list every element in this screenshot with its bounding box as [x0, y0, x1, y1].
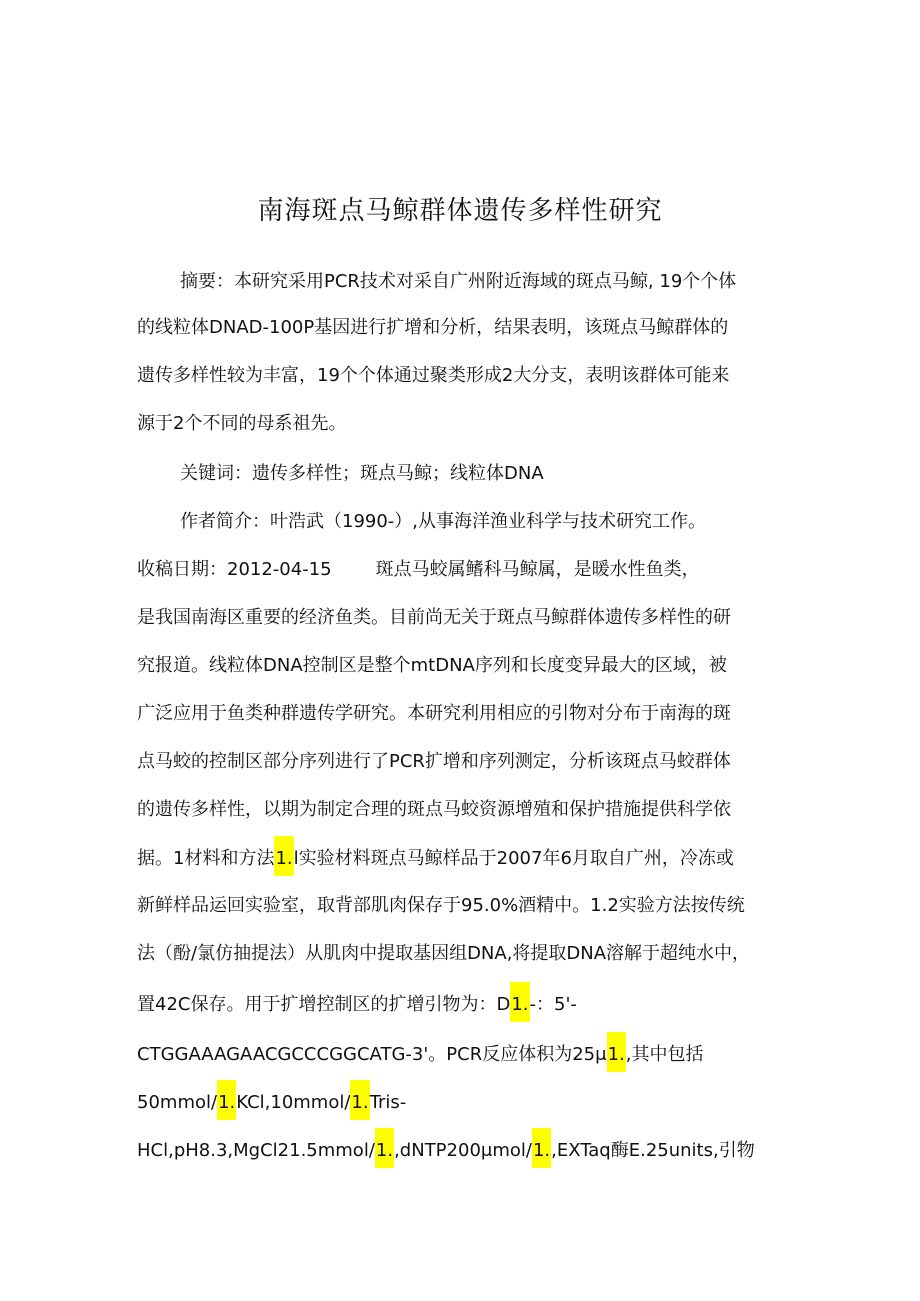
- body-line-1: 是我国南海区重要的经济鱼类。目前尚无关于斑点马鲸群体遗传多样性的研: [137, 607, 731, 628]
- body-line-7: 新鲜样品运回实验室，取背部肌肉保存于95.0%酒精中。1.2实验方法按传统: [137, 895, 745, 916]
- abstract-line-3: 遗传多样性较为丰富，19个个体通过聚类形成2大分支，表明该群体可能来: [137, 365, 730, 386]
- keywords-line: 关键词：遗传多样性；斑点马鲸；线粒体DNA: [180, 463, 544, 484]
- body-line-11: 50mmol/1.KCl,10mmol/1.Tris-: [137, 1088, 406, 1116]
- body-line-6: 据。1材料和方法1.l实验材料斑点马鲸样品于2007年6月取自广州，冷冻或: [137, 844, 734, 872]
- highlight-mark: 1.: [217, 1080, 236, 1120]
- abstract-line-4: 源于2个不同的母系祖先。: [137, 413, 347, 434]
- highlight-mark: 1.: [532, 1128, 551, 1168]
- abstract-line-1: 摘要：本研究采用PCR技术对采自广州附近海域的斑点马鲸, 19个个体: [180, 271, 737, 292]
- body-line-2: 究报道。线粒体DNA控制区是整个mtDNA序列和长度变异最大的区域，被: [137, 655, 727, 676]
- highlight-mark: 1.: [274, 836, 293, 876]
- highlight-mark: 1.: [375, 1128, 394, 1168]
- body-line-10: CTGGAAAGAACGCCCGGCATG-3'。PCR反应体积为25μ1.,其中包括: [137, 1040, 704, 1068]
- abstract-line-2: 的线粒体DNAD-100P基因进行扩增和分析，结果表明，该斑点马鲸群体的: [137, 317, 729, 338]
- body-line-3: 广泛应用于鱼类种群遗传学研究。本研究利用相应的引物对分布于南海的斑: [137, 703, 731, 724]
- author-line: 作者简介：叶浩武（1990-）,从事海洋渔业科学与技术研究工作。: [180, 511, 707, 532]
- body-line-9: 置42C保存。用于扩增控制区的扩增引物为：D1.-：5'-: [137, 990, 577, 1018]
- highlight-mark: 1.: [607, 1032, 626, 1072]
- body-line-5: 的遗传多样性，以期为制定合理的斑点马蛟资源增殖和保护措施提供科学依: [137, 799, 731, 820]
- body-line-12: HCl,pH8.3,MgCl21.5mmol/1.,dNTP200μmol/1.,EXTaq酶E.25units,引物: [137, 1136, 755, 1164]
- body-line-8: 法（酚/氯仿抽提法）从肌肉中提取基因组DNA,将提取DNA溶解于超纯水中，: [137, 943, 751, 964]
- highlight-mark: 1.: [510, 982, 529, 1022]
- document-title: 南海斑点马鲸群体遗传多样性研究: [257, 196, 663, 226]
- received-date-line: 收稿日期：2012-04-15 斑点马蛟属鳍科马鲸属，是暖水性鱼类，: [137, 559, 700, 580]
- body-line-4: 点马蛟的控制区部分序列进行了PCR扩增和序列测定，分析该斑点马蛟群体: [137, 751, 731, 772]
- highlight-mark: 1.: [350, 1080, 369, 1120]
